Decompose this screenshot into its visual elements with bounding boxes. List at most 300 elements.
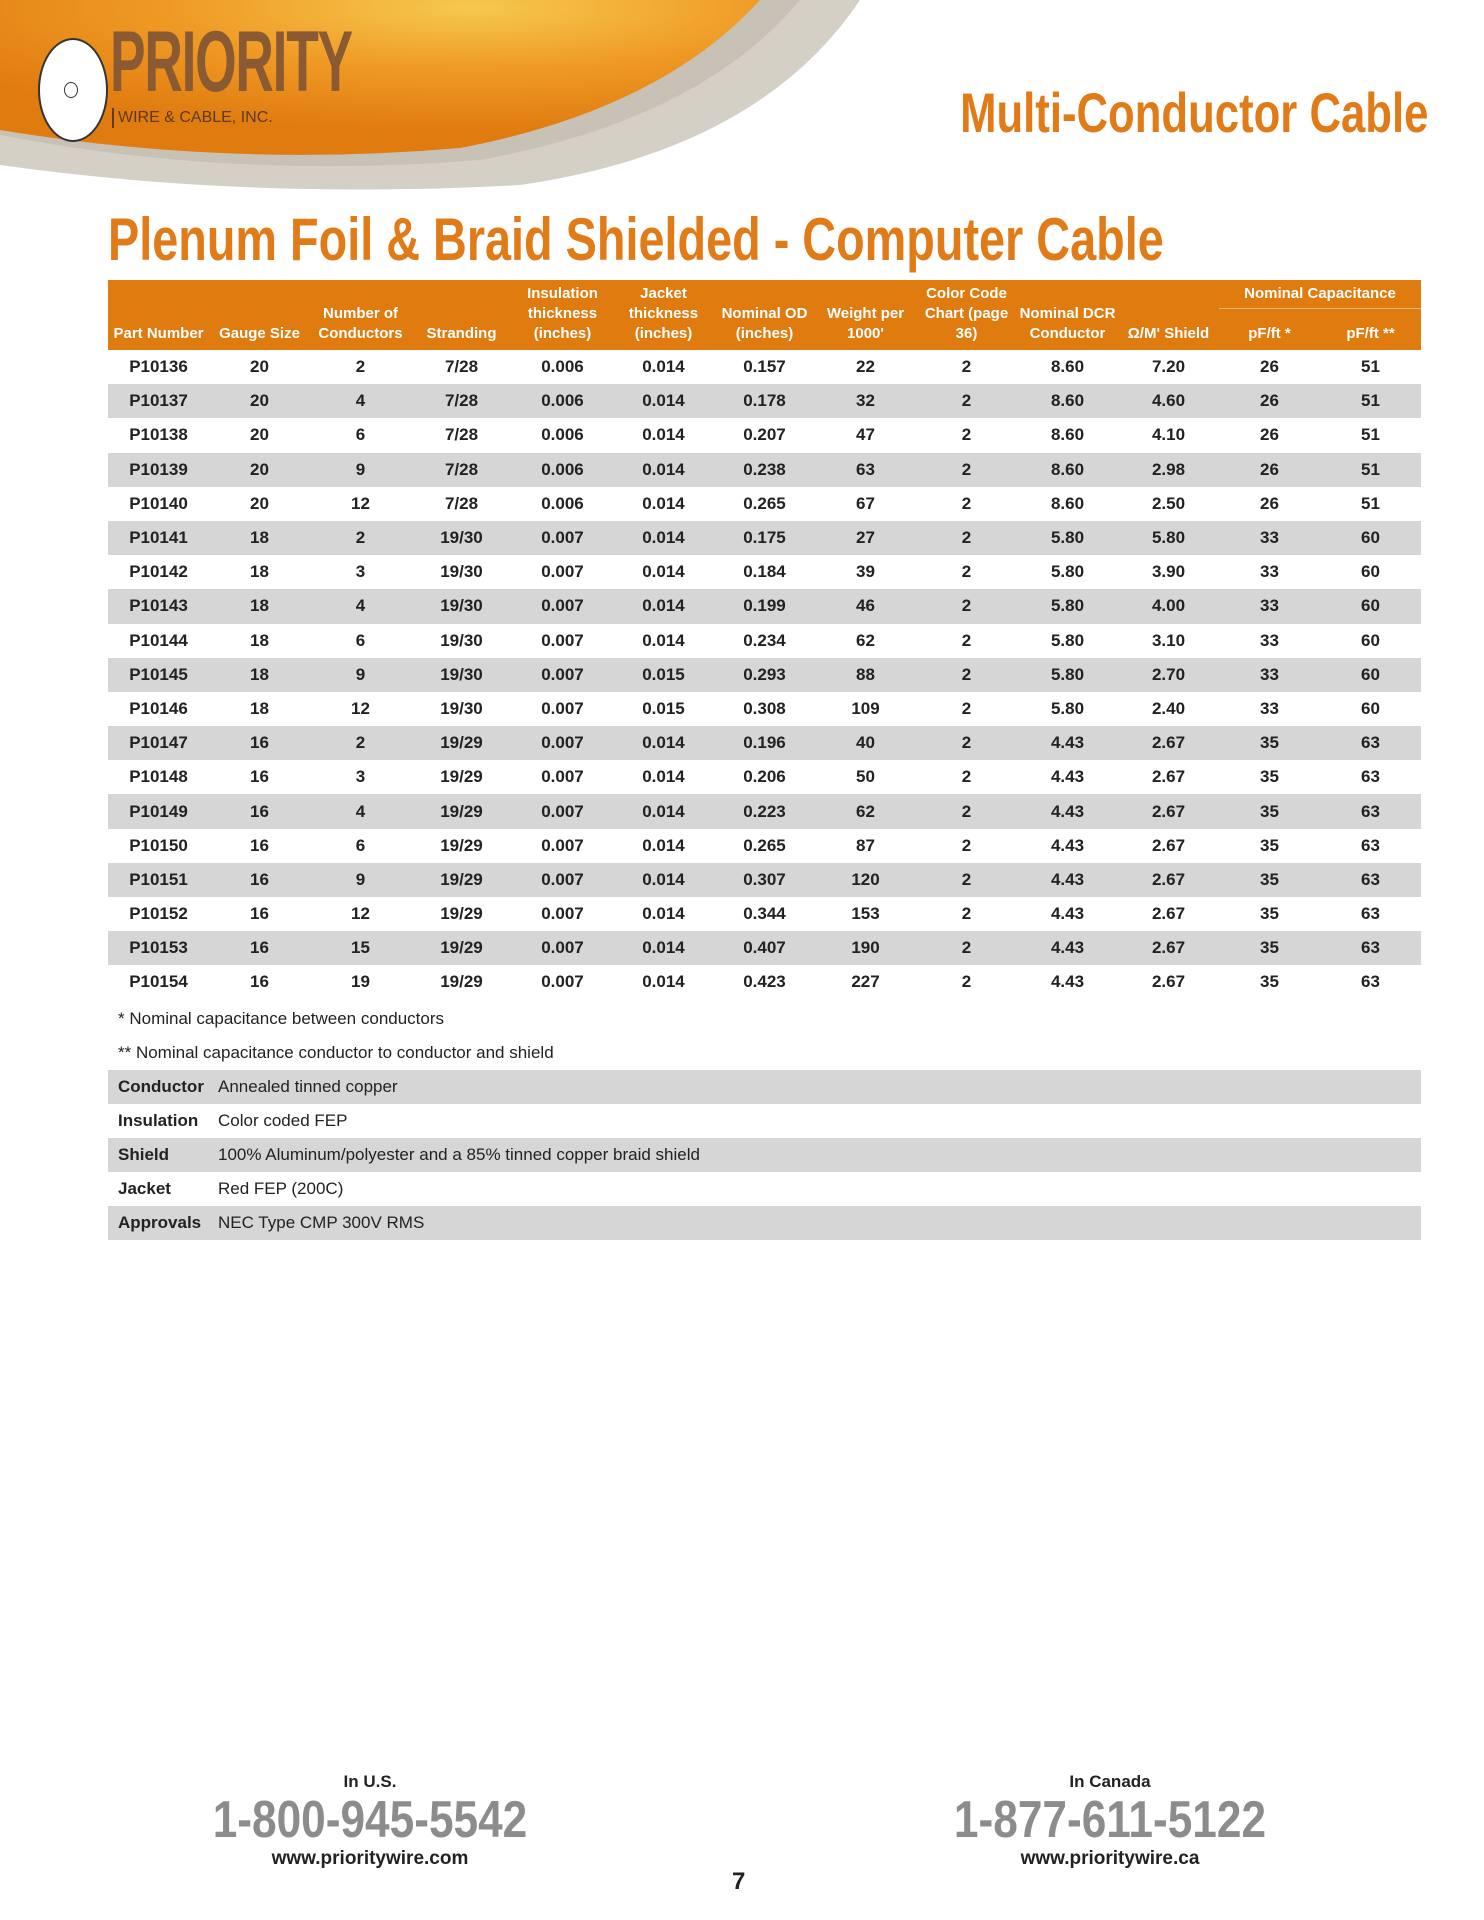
section-title: Multi-Conductor Cable	[959, 81, 1428, 144]
specs-table	[108, 280, 1421, 1000]
table-cell: 0.014	[642, 357, 685, 377]
spec-row	[108, 1172, 1421, 1206]
table-cell: 0.344	[743, 904, 786, 924]
table-cell: 109	[851, 698, 880, 718]
table-cell: 33	[1260, 630, 1279, 650]
table-cell: 0.007	[512, 521, 613, 555]
table-cell: 62	[815, 794, 916, 828]
table-cell: 0.007	[512, 863, 613, 897]
table-cell: 5.80	[1017, 521, 1118, 555]
table-cell: 9	[310, 658, 411, 692]
table-cell: 2	[961, 357, 972, 377]
spec-label: Insulation	[118, 1111, 199, 1130]
table-cell: 26	[1260, 357, 1279, 377]
table-cell: P10139	[108, 453, 209, 487]
table-cell: 35	[1219, 794, 1320, 828]
spec-value: Color coded FEP	[218, 1111, 348, 1130]
table-cell: 2	[916, 453, 1017, 487]
table-cell: 0.006	[541, 425, 584, 445]
table-cell: 22	[856, 357, 875, 377]
table-cell: 0.007	[541, 698, 584, 718]
footer-us	[150, 1772, 590, 1870]
table-cell: 9	[310, 453, 411, 487]
table-cell: 60	[1361, 698, 1380, 718]
table-cell: 19/30	[411, 521, 512, 555]
table-cell: 9	[310, 863, 411, 897]
table-cell: 18	[250, 562, 269, 582]
table-row	[108, 965, 1421, 999]
table-cell: 16	[250, 972, 269, 992]
table-cell: 60	[1320, 658, 1421, 692]
table-cell: 67	[856, 493, 875, 513]
table-cell: 2	[916, 863, 1017, 897]
table-cell: 6	[355, 425, 366, 445]
spec-label: Approvals	[118, 1213, 202, 1232]
table-cell: 4.43	[1017, 863, 1118, 897]
table-cell: 19/29	[440, 904, 483, 924]
table-cell: 51	[1320, 453, 1421, 487]
table-cell: 46	[815, 589, 916, 623]
table-cell: 33	[1219, 589, 1320, 623]
page-title: Plenum Foil & Braid Shielded - Computer Cable	[108, 206, 1164, 273]
table-cell: 0.207	[743, 425, 786, 445]
table-cell: 0.014	[642, 835, 685, 855]
table-cell: 0.007	[512, 589, 613, 623]
table-cell: 2	[961, 630, 972, 650]
table-cell: 0.423	[743, 972, 786, 992]
spec-value: Red FEP (200C)	[218, 1179, 344, 1198]
table-cell: 16	[250, 767, 269, 787]
table-cell: 0.014	[642, 425, 685, 445]
table-cell: 4.00	[1118, 589, 1219, 623]
spec-row	[108, 1206, 1421, 1240]
table-cell: P10154	[129, 972, 188, 992]
table-cell: P10136	[129, 357, 188, 377]
table-cell: 18	[209, 658, 310, 692]
table-cell: 2	[310, 726, 411, 760]
table-cell: 35	[1260, 972, 1279, 992]
table-cell: 0.007	[541, 630, 584, 650]
table-cell: 0.015	[642, 698, 685, 718]
table-cell: P10138	[129, 425, 188, 445]
column-group-header: Nominal Capacitance	[1219, 280, 1421, 309]
table-cell: 0.293	[714, 658, 815, 692]
table-cell: 0.014	[642, 767, 685, 787]
table-cell: 120	[815, 863, 916, 897]
table-cell: 0.007	[512, 658, 613, 692]
table-cell: 0.196	[714, 726, 815, 760]
table-row	[108, 726, 1421, 760]
table-cell: 2.50	[1151, 493, 1186, 513]
table-cell: 7/28	[411, 384, 512, 418]
table-cell: 4.43	[1050, 835, 1085, 855]
table-cell: 0.157	[743, 357, 786, 377]
table-cell: 16	[250, 904, 269, 924]
table-cell: 18	[250, 630, 269, 650]
table-cell: 2.67	[1118, 794, 1219, 828]
table-cell: 0.175	[714, 521, 815, 555]
table-cell: 0.007	[541, 904, 584, 924]
table-cell: 6	[355, 835, 366, 855]
table-cell: 2	[961, 698, 972, 718]
table-row	[108, 418, 1421, 452]
table-cell: 3	[355, 767, 366, 787]
table-cell: 63	[1320, 931, 1421, 965]
table-cell: 16	[209, 794, 310, 828]
spec-label: Conductor	[118, 1077, 204, 1096]
table-cell: 35	[1219, 863, 1320, 897]
table-cell: 88	[815, 658, 916, 692]
table-row	[108, 384, 1421, 418]
table-cell: 2.67	[1118, 726, 1219, 760]
table-cell: 2	[916, 589, 1017, 623]
table-cell: 26	[1260, 425, 1279, 445]
table-cell: 20	[250, 357, 269, 377]
spec-value: Annealed tinned copper	[218, 1077, 398, 1096]
table-cell: 0.014	[613, 521, 714, 555]
table-cell: 4.60	[1118, 384, 1219, 418]
table-cell: 5.80	[1017, 589, 1118, 623]
table-cell: P10146	[129, 698, 188, 718]
table-cell: 8.60	[1050, 357, 1085, 377]
table-row	[108, 555, 1421, 589]
table-cell: P10152	[129, 904, 188, 924]
table-cell: 2	[916, 794, 1017, 828]
footer-us-phone: 1-800-945-5542	[212, 1791, 528, 1849]
table-cell: 2	[961, 767, 972, 787]
table-cell: 51	[1361, 425, 1380, 445]
table-cell: 63	[1361, 835, 1380, 855]
table-row	[108, 487, 1421, 521]
table-cell: 4.43	[1017, 726, 1118, 760]
table-cell: 60	[1361, 630, 1380, 650]
table-cell: 3.90	[1151, 562, 1186, 582]
table-cell: 60	[1320, 521, 1421, 555]
column-header: Gauge Size	[209, 280, 310, 350]
table-cell: 51	[1361, 357, 1380, 377]
table-cell: P10137	[108, 384, 209, 418]
table-cell: P10153	[108, 931, 209, 965]
table-cell: 5.80	[1017, 658, 1118, 692]
table-cell: 2.67	[1118, 931, 1219, 965]
table-cell: 33	[1219, 658, 1320, 692]
table-cell: 0.014	[642, 562, 685, 582]
table-cell: 19/30	[440, 698, 483, 718]
logo-subtitle: WIRE & CABLE, INC.	[112, 108, 273, 128]
table-cell: 2.40	[1151, 698, 1186, 718]
table-cell: 0.014	[613, 589, 714, 623]
footer-us-label: In U.S.	[343, 1772, 397, 1791]
table-cell: 0.014	[642, 493, 685, 513]
table-cell: P10150	[129, 835, 188, 855]
table-cell: 4.43	[1017, 931, 1118, 965]
table-cell: 2	[916, 658, 1017, 692]
table-row	[108, 931, 1421, 965]
table-cell: P10149	[108, 794, 209, 828]
spec-label: Jacket	[118, 1179, 171, 1198]
table-cell: 26	[1219, 453, 1320, 487]
spec-row	[108, 1138, 1421, 1172]
table-row	[108, 658, 1421, 692]
table-cell: 0.308	[743, 698, 786, 718]
table-cell: 2	[916, 931, 1017, 965]
column-header: Nominal OD (inches)	[714, 280, 815, 350]
table-cell: 4.43	[1050, 904, 1085, 924]
table-cell: 63	[815, 453, 916, 487]
spec-row	[108, 1104, 1421, 1138]
table-cell: 7/28	[444, 493, 479, 513]
table-cell: 18	[209, 589, 310, 623]
table-cell: 63	[1361, 767, 1380, 787]
table-cell: 0.014	[613, 863, 714, 897]
table-cell: 19/29	[440, 767, 483, 787]
table-cell: P10148	[129, 767, 188, 787]
table-cell: 2.98	[1118, 453, 1219, 487]
table-row	[108, 453, 1421, 487]
table-row	[108, 624, 1421, 658]
table-cell: P10147	[108, 726, 209, 760]
table-cell: 2	[355, 357, 366, 377]
table-cell: 190	[815, 931, 916, 965]
table-cell: 39	[856, 562, 875, 582]
table-cell: 8.60	[1017, 453, 1118, 487]
table-row	[108, 350, 1421, 384]
table-cell: 2	[961, 425, 972, 445]
table-cell: 0.184	[743, 562, 786, 582]
table-cell: 20	[250, 425, 269, 445]
table-cell: 35	[1260, 835, 1279, 855]
table-cell: P10145	[108, 658, 209, 692]
table-cell: 0.307	[714, 863, 815, 897]
table-cell: 0.014	[613, 726, 714, 760]
column-header: pF/ft *	[1219, 309, 1320, 351]
table-cell: 7/28	[444, 357, 479, 377]
table-cell: 0.007	[541, 972, 584, 992]
table-cell: 60	[1320, 589, 1421, 623]
footer-ca-url[interactable]: www.prioritywire.ca	[1020, 1848, 1200, 1869]
table-cell: 2	[961, 835, 972, 855]
table-cell: 16	[250, 835, 269, 855]
table-cell: 19/29	[411, 931, 512, 965]
table-row	[108, 589, 1421, 623]
logo-wordmark: PRIORITY	[110, 22, 352, 102]
table-cell: 3.10	[1151, 630, 1186, 650]
column-header: Insulation thickness (inches)	[512, 280, 613, 350]
table-cell: 20	[209, 384, 310, 418]
table-cell: 12	[351, 698, 370, 718]
table-cell: 0.265	[743, 835, 786, 855]
table-cell: 4.43	[1050, 972, 1085, 992]
table-cell: 0.178	[714, 384, 815, 418]
table-cell: 0.014	[642, 972, 685, 992]
table-cell: 19/30	[411, 589, 512, 623]
table-cell: 87	[856, 835, 875, 855]
table-cell: 47	[856, 425, 875, 445]
table-cell: 63	[1361, 904, 1380, 924]
table-cell: 2	[310, 521, 411, 555]
table-cell: 0.007	[541, 562, 584, 582]
table-cell: 18	[209, 521, 310, 555]
table-cell: 4.43	[1050, 767, 1085, 787]
table-cell: 0.234	[743, 630, 786, 650]
table-cell: 0.223	[714, 794, 815, 828]
table-cell: 19/30	[440, 562, 483, 582]
table-cell: 35	[1260, 904, 1279, 924]
spec-value: NEC Type CMP 300V RMS	[218, 1213, 425, 1232]
table-cell: P10143	[108, 589, 209, 623]
table-cell: 4.10	[1151, 425, 1186, 445]
column-header: Stranding	[411, 280, 512, 350]
table-cell: 18	[250, 698, 269, 718]
table-cell: 15	[310, 931, 411, 965]
table-cell: 0.206	[743, 767, 786, 787]
table-cell: 5.80	[1050, 698, 1085, 718]
table-cell: 27	[815, 521, 916, 555]
column-header: Number of Conductors	[310, 280, 411, 350]
table-cell: 0.407	[714, 931, 815, 965]
table-cell: 0.007	[541, 767, 584, 787]
table-row	[108, 692, 1421, 726]
column-header: Ω/M' Shield	[1118, 280, 1219, 350]
column-header: pF/ft **	[1320, 309, 1421, 351]
table-cell: 2.67	[1151, 904, 1186, 924]
table-cell: 5.80	[1050, 630, 1085, 650]
footer-canada	[890, 1772, 1330, 1870]
table-cell: 6	[355, 630, 366, 650]
table-row	[108, 829, 1421, 863]
column-header: Part Number	[108, 280, 209, 350]
spec-value: 100% Aluminum/polyester and a 85% tinned copper braid shield	[218, 1145, 700, 1164]
column-header: Nominal DCR Conductor	[1017, 280, 1118, 350]
table-cell: 19	[351, 972, 370, 992]
table-cell: 12	[351, 493, 370, 513]
table-cell: 19/29	[440, 835, 483, 855]
table-cell: 16	[209, 726, 310, 760]
table-cell: 2.70	[1118, 658, 1219, 692]
table-cell: 2	[916, 726, 1017, 760]
table-row	[108, 521, 1421, 555]
table-cell: 0.199	[714, 589, 815, 623]
table-cell: 19/30	[440, 630, 483, 650]
footer-us-url[interactable]: www.prioritywire.com	[271, 1848, 469, 1869]
footer-ca-label: In Canada	[1069, 1772, 1151, 1791]
table-cell: P10141	[108, 521, 209, 555]
table-cell: 0.014	[613, 453, 714, 487]
table-cell: 35	[1219, 726, 1320, 760]
table-cell: 33	[1260, 562, 1279, 582]
column-header: Color Code Chart (page 36)	[916, 280, 1017, 350]
table-cell: 0.007	[512, 794, 613, 828]
table-cell: 63	[1361, 972, 1380, 992]
table-cell: 20	[209, 453, 310, 487]
table-cell: 19/29	[411, 726, 512, 760]
table-cell: P10142	[129, 562, 188, 582]
table-cell: 0.007	[512, 726, 613, 760]
table-cell: 16	[209, 931, 310, 965]
footnote: ** Nominal capacitance conductor to conductor and shield	[118, 1043, 554, 1062]
page-number: 7	[732, 1868, 746, 1895]
table-cell: 2	[916, 521, 1017, 555]
table-cell: 2.67	[1118, 863, 1219, 897]
table-cell: 20	[250, 493, 269, 513]
column-header: Weight per 1000'	[815, 280, 916, 350]
table-row	[108, 863, 1421, 897]
table-cell: 0.014	[613, 794, 714, 828]
table-cell: 0.015	[613, 658, 714, 692]
footnote: * Nominal capacitance between conductors	[118, 1009, 445, 1028]
table-cell: 7/28	[411, 453, 512, 487]
table-cell: 0.014	[613, 931, 714, 965]
table-cell: 4	[310, 384, 411, 418]
table-cell: 0.014	[613, 384, 714, 418]
table-cell: P10151	[108, 863, 209, 897]
table-cell: 63	[1320, 863, 1421, 897]
table-cell: 33	[1260, 698, 1279, 718]
footer-ca-phone: 1-877-611-5122	[953, 1791, 1267, 1849]
table-cell: 2.67	[1151, 972, 1186, 992]
column-header: Jacket thickness (inches)	[613, 280, 714, 350]
table-cell: 4	[310, 794, 411, 828]
table-cell: 0.014	[642, 630, 685, 650]
table-cell: 51	[1361, 493, 1380, 513]
table-cell: 2	[961, 562, 972, 582]
table-row	[108, 897, 1421, 931]
table-cell: 2	[961, 972, 972, 992]
notes-section	[108, 1002, 1421, 1240]
table-cell: 62	[856, 630, 875, 650]
table-cell: P10140	[129, 493, 188, 513]
table-cell: 4	[310, 589, 411, 623]
table-cell: 0.238	[714, 453, 815, 487]
table-cell: 8.60	[1050, 425, 1085, 445]
table-cell: 0.007	[512, 931, 613, 965]
table-cell: 0.265	[743, 493, 786, 513]
table-cell: 12	[351, 904, 370, 924]
table-cell: 0.006	[541, 493, 584, 513]
table-cell: 50	[856, 767, 875, 787]
table-cell: 0.007	[541, 835, 584, 855]
table-cell: 19/30	[411, 658, 512, 692]
table-cell: 51	[1320, 384, 1421, 418]
table-cell: 7/28	[444, 425, 479, 445]
table-cell: 5.80	[1050, 562, 1085, 582]
table-cell: 7.20	[1151, 357, 1186, 377]
table-cell: 26	[1260, 493, 1279, 513]
table-cell: 0.006	[541, 357, 584, 377]
table-cell: 0.014	[642, 904, 685, 924]
spec-label: Shield	[118, 1145, 170, 1164]
table-cell: 63	[1320, 726, 1421, 760]
table-cell: 40	[815, 726, 916, 760]
table-cell: P10144	[129, 630, 188, 650]
table-cell: 35	[1260, 767, 1279, 787]
table-cell: 2	[961, 904, 972, 924]
table-cell: 8.60	[1017, 384, 1118, 418]
table-row	[108, 760, 1421, 794]
table-cell: 60	[1361, 562, 1380, 582]
table-cell: 33	[1219, 521, 1320, 555]
table-cell: 5.80	[1118, 521, 1219, 555]
table-cell: 8.60	[1050, 493, 1085, 513]
spec-row	[108, 1070, 1421, 1104]
table-cell: 3	[355, 562, 366, 582]
table-cell: 32	[815, 384, 916, 418]
table-cell: 4.43	[1017, 794, 1118, 828]
table-cell: 2.67	[1151, 767, 1186, 787]
table-cell: 19/29	[440, 972, 483, 992]
wire-reel-icon	[38, 38, 108, 142]
table-cell: 19/29	[411, 794, 512, 828]
